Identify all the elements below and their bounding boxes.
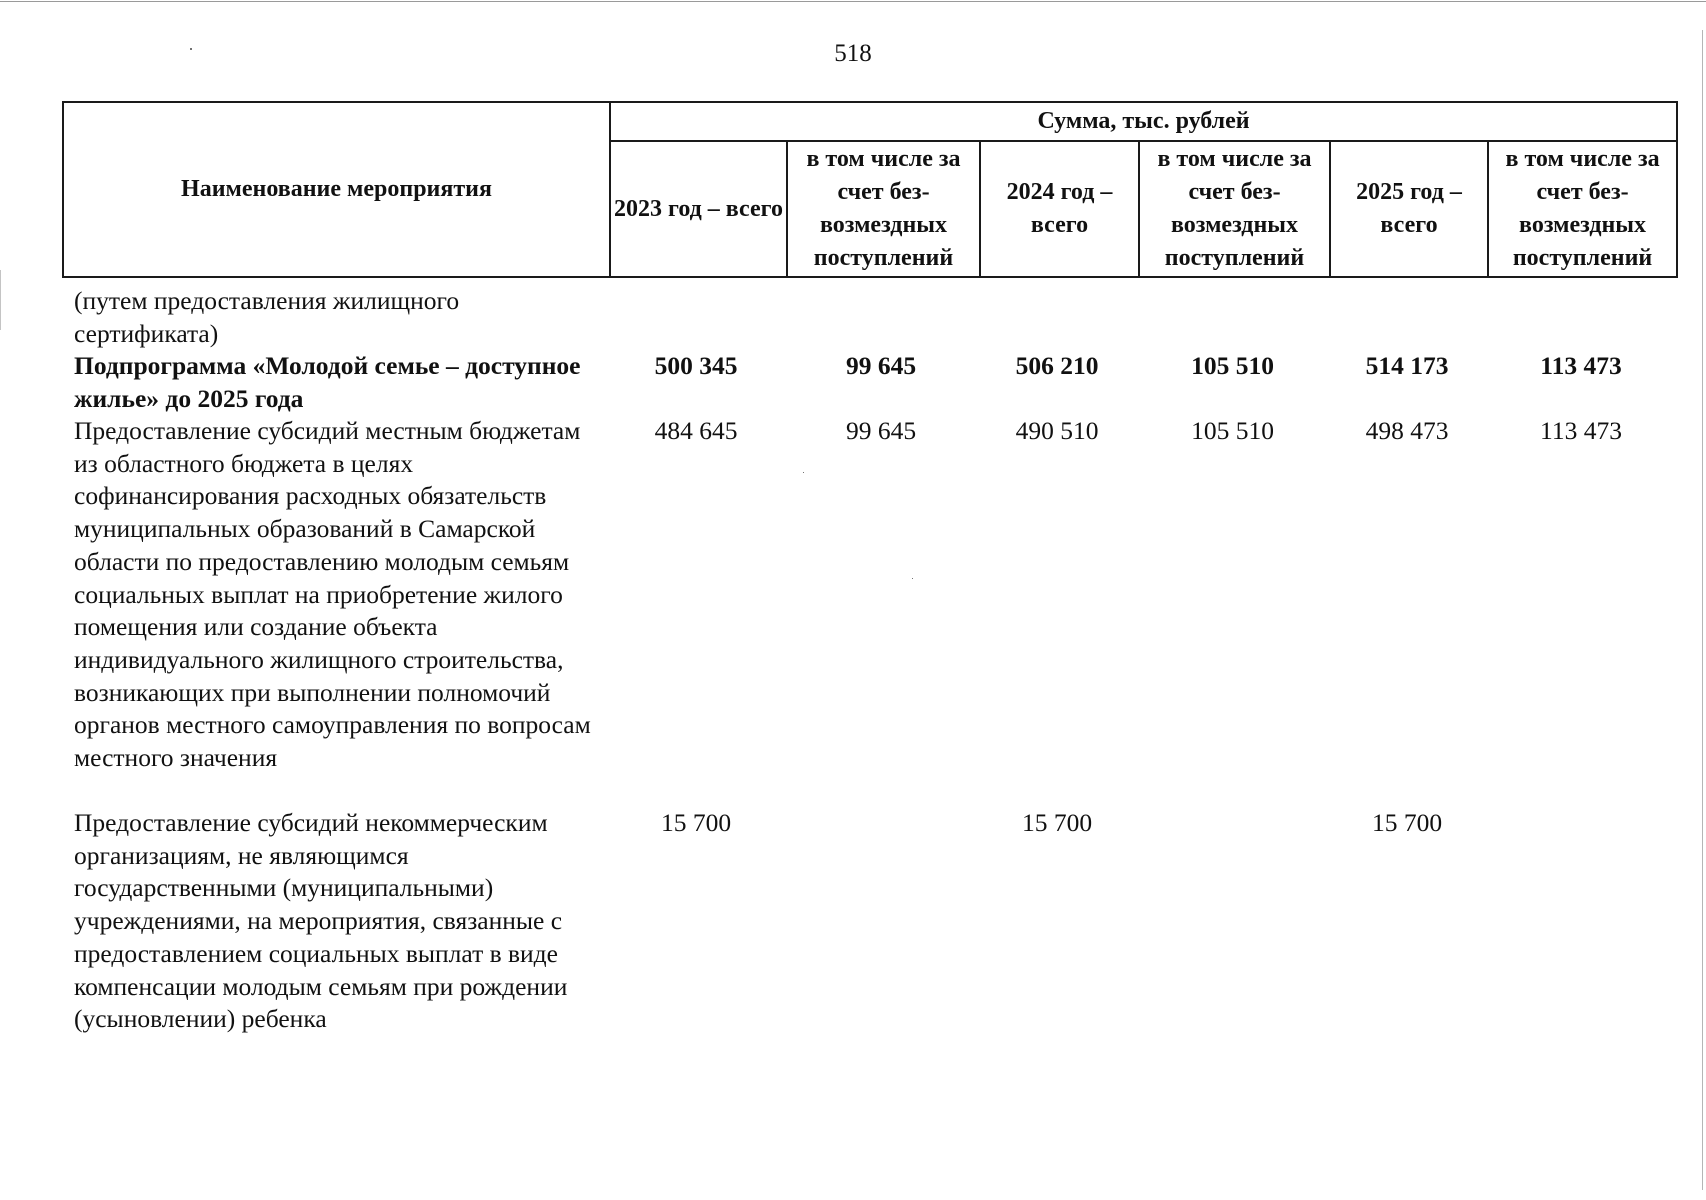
table-header: [62, 101, 1678, 278]
table-body: [62, 285, 1676, 1036]
row-name: Предоставление субсидий местным бюджетам из областного бюджета в целях софинансирования расходных обязательств муниципальных образований в Самарской области по предоставлению молодым семьям социальных выплат на приобретение жилого помещения или создание объекта индивидуального жилищного строительства, возникающих при выполнении полномочий органов местного самоуправления по вопросам местного значения: [74, 416, 591, 773]
table-row: [62, 415, 1676, 807]
row-value-2024-incl: 105 510: [1191, 351, 1274, 380]
scan-right-edge: [1702, 30, 1703, 1190]
row-value-2025-incl: 113 473: [1540, 351, 1622, 380]
row-value-2025-total: 498 473: [1365, 416, 1449, 445]
header-2023-incl: в том числе за счет без-возмездных поступлений: [787, 141, 980, 277]
scan-top-edge: [0, 1, 1706, 2]
row-value-2025-incl: 113 473: [1540, 416, 1622, 445]
header-2025-incl: в том числе за счет без-возмездных поступлений: [1488, 141, 1677, 277]
row-name: (путем предоставления жилищного сертификата): [74, 286, 460, 348]
header-2025-total: 2025 год – всего: [1330, 141, 1488, 277]
row-value-2023-total: 15 700: [660, 808, 732, 837]
table-row-subprogram: [62, 350, 1676, 415]
row-value-2023-incl: 99 645: [845, 351, 917, 380]
row-name: Подпрограмма «Молодой семье – доступное жилье» до 2025 года: [74, 351, 581, 413]
header-name-column: Наименование мероприятия: [63, 102, 610, 277]
row-value-2024-incl: 105 510: [1191, 416, 1274, 445]
row-value-2024-total: 490 510: [1015, 416, 1099, 445]
row-value-2024-total: 15 700: [1021, 808, 1093, 837]
scan-left-mark: [0, 270, 1, 330]
row-value-2025-total: 15 700: [1371, 808, 1443, 837]
header-sum: Сумма, тыс. рублей: [610, 102, 1677, 141]
row-value-2025-total: 514 173: [1365, 351, 1449, 380]
header-2024-incl: в том числе за счет без-возмездных поступлений: [1139, 141, 1330, 277]
table-row: [62, 285, 1676, 350]
page-number: 518: [834, 40, 872, 67]
header-2024-total: 2024 год – всего: [980, 141, 1139, 277]
table-row: [62, 807, 1676, 1036]
row-value-2023-total: 484 645: [654, 416, 738, 445]
row-value-2024-total: 506 210: [1015, 351, 1099, 380]
row-name: Предоставление субсидий некоммерческим организациям, не являющимся государственными (муниципальными) учреждениями, на мероприятия, связанные с предоставлением социальных выплат в виде компенсации молодым семьям при рождении (усыновлении) ребенка: [74, 808, 568, 1034]
row-value-2023-total: 500 345: [654, 351, 738, 380]
row-value-2023-incl: 99 645: [845, 416, 917, 445]
header-2023-total: 2023 год – всего: [610, 141, 787, 277]
